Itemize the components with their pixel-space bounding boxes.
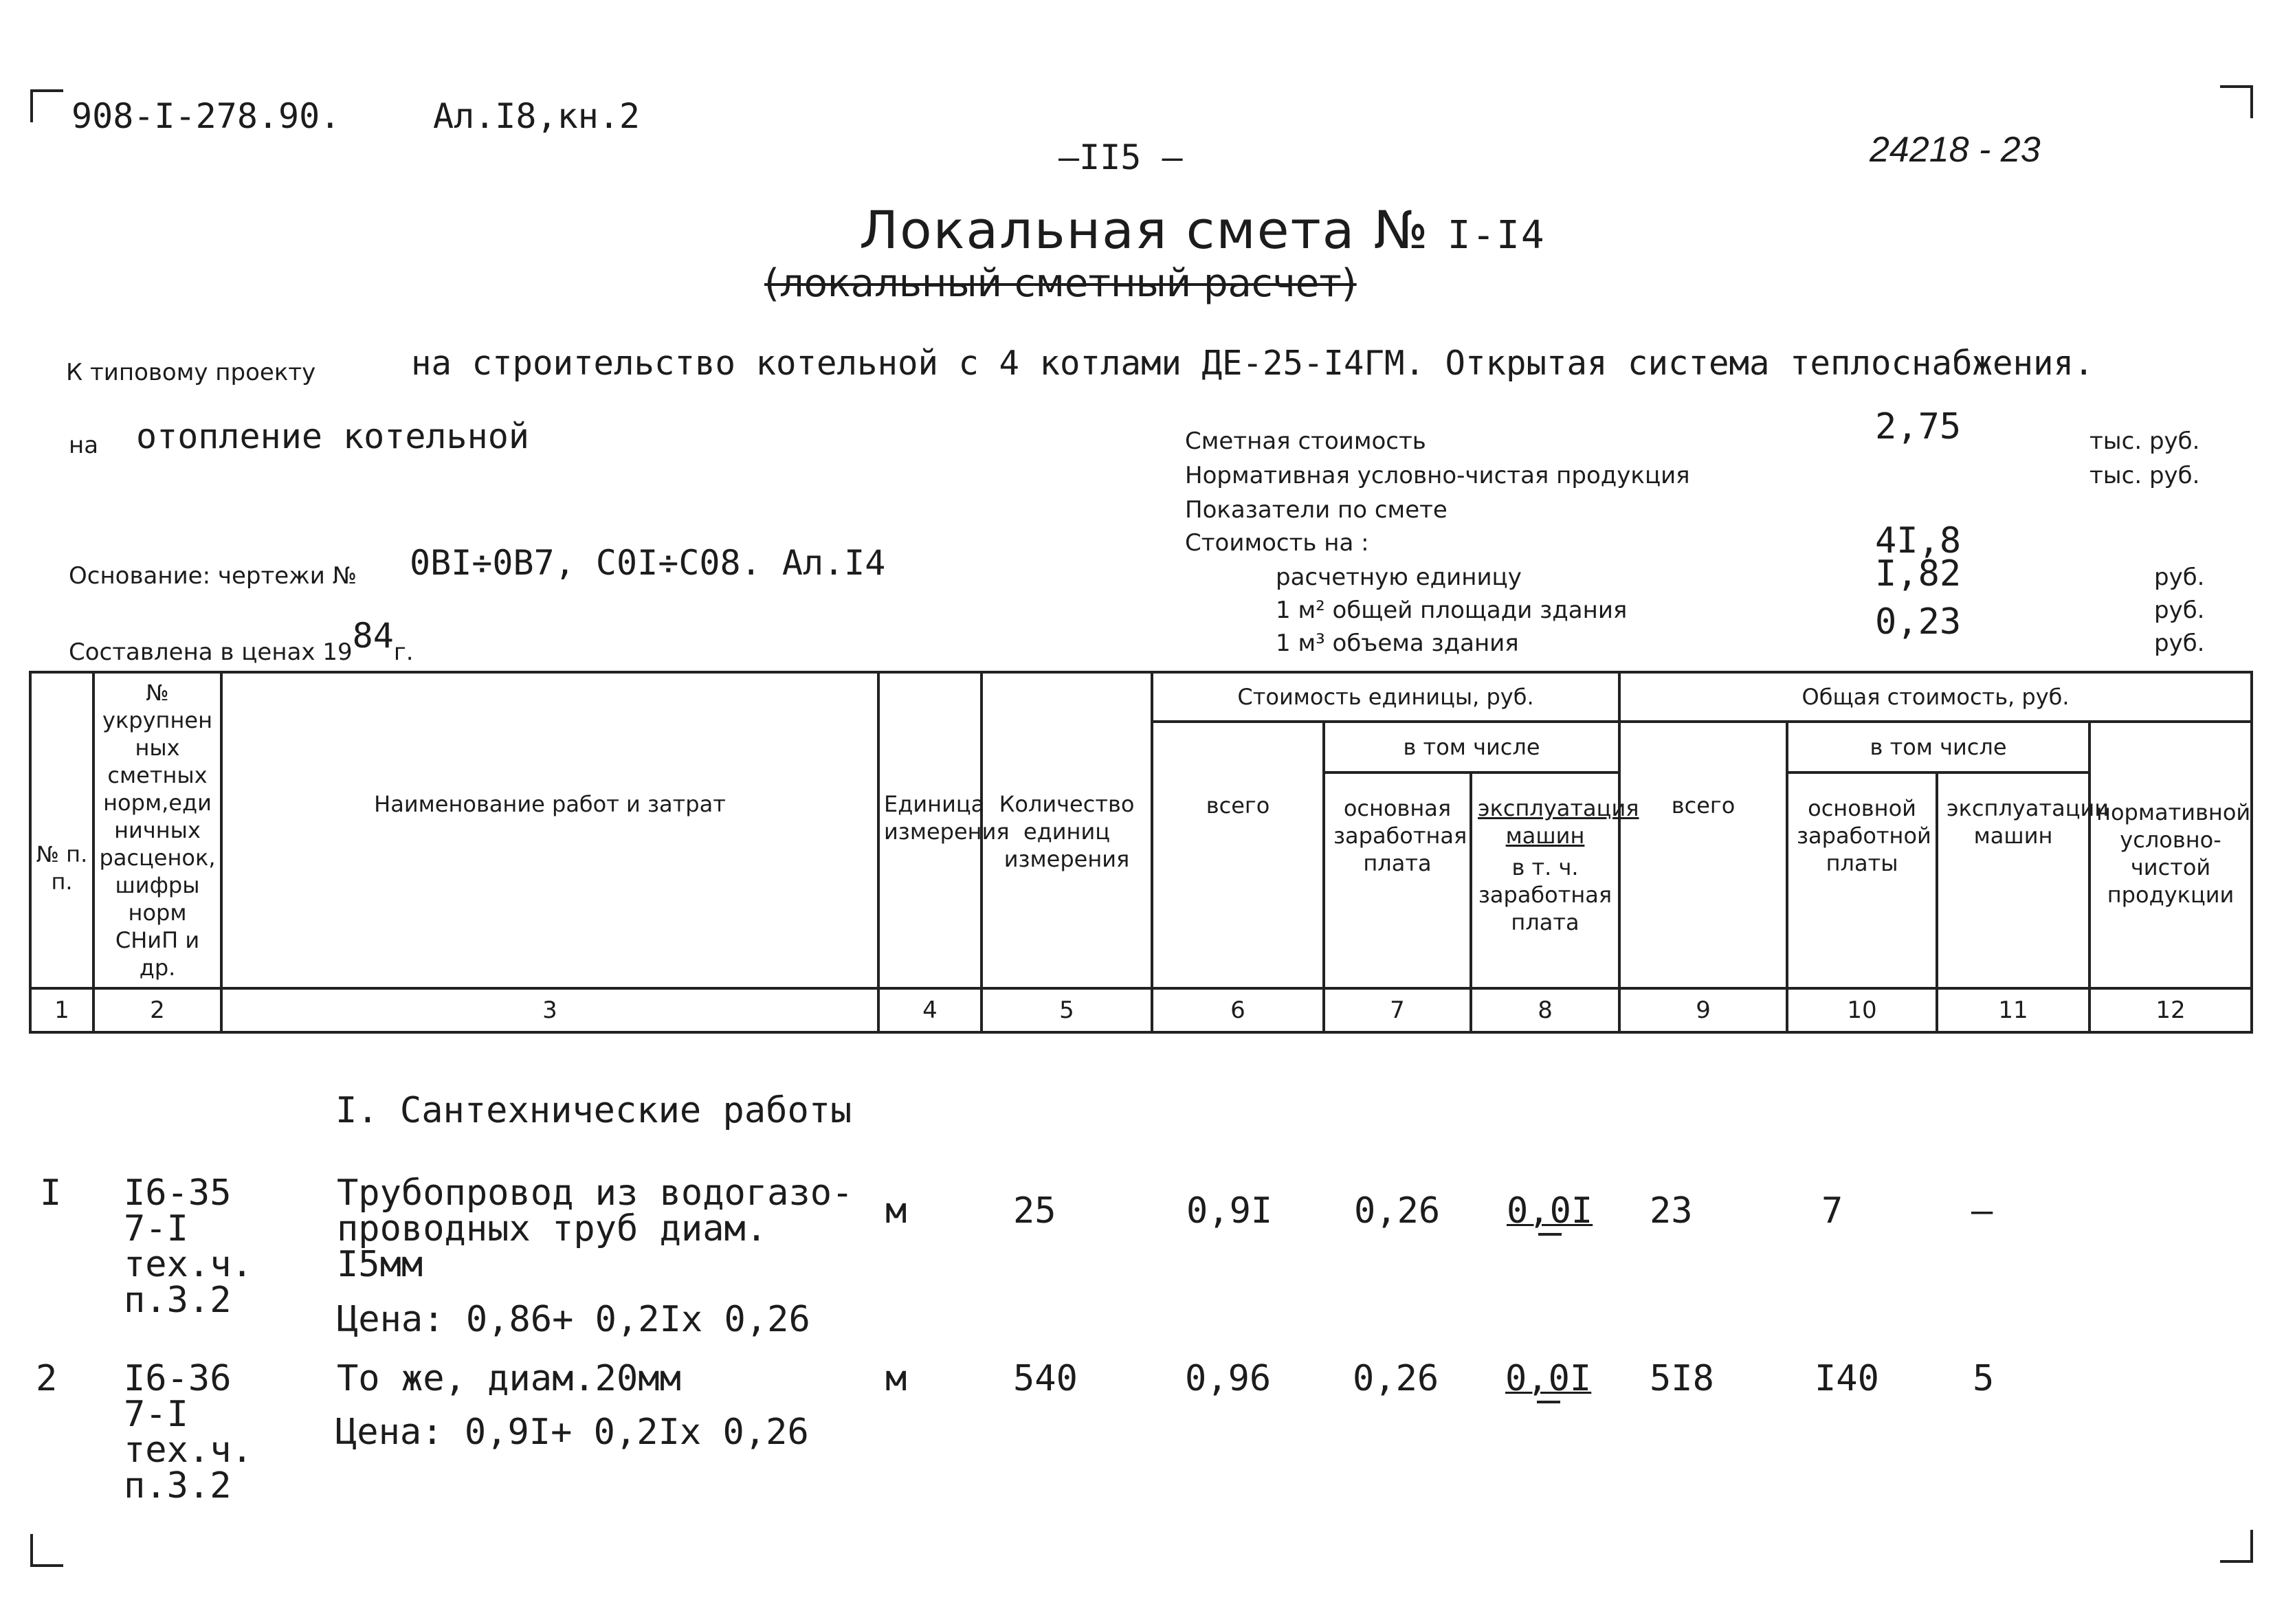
corner-mark-bottom-left xyxy=(30,1534,63,1567)
per-m3-value: 0,23 xyxy=(1875,601,1962,643)
basis-drawings: 0BI÷0B7, C0I÷C08. Ал.I4 xyxy=(410,543,886,583)
col-header-mach xyxy=(1471,772,1639,988)
per-unit-label: расчетную единицу xyxy=(1276,564,1522,591)
corner-mark-top-left xyxy=(30,89,63,122)
per-unit-value-a: 4I,8 xyxy=(1875,520,1962,561)
estimated-cost-unit: тыс. руб. xyxy=(2089,427,2200,455)
col-header-mach-main: эксплуатация машин xyxy=(1478,795,1639,849)
col-header-wage-2: основной заработной платы xyxy=(1787,772,1937,988)
col-number: 4 xyxy=(878,988,982,1032)
row-price-formula: Цена: 0,9I+ 0,2Iх 0,26 xyxy=(335,1412,809,1453)
cost-per-label: Стоимость на : xyxy=(1185,529,1369,557)
row-qty: 540 xyxy=(1013,1358,1078,1399)
col-header-incl: в том числе xyxy=(1324,722,1619,772)
per-m3-label: 1 м³ объема здания xyxy=(1276,630,1519,657)
row-name: То же, диам.20мм xyxy=(337,1358,681,1399)
col-number: 2 xyxy=(93,988,221,1032)
indicators-label: Показатели по смете xyxy=(1185,496,1448,524)
row-price-formula: Цена: 0,86+ 0,2Iх 0,26 xyxy=(337,1299,810,1340)
project-label: К типовому проекту xyxy=(66,359,316,386)
row-unit-total: 0,96 xyxy=(1185,1358,1272,1399)
col-header-mach-sub: в т. ч. заработная плата xyxy=(1478,854,1612,935)
row-total: 23 xyxy=(1650,1190,1693,1232)
col-header-qty: Количество единиц измерения xyxy=(982,672,1152,988)
col-header-unit-cost: Стоимость единицы, руб. xyxy=(1152,672,1619,722)
col-number: 8 xyxy=(1471,988,1619,1032)
col-number: 10 xyxy=(1787,988,1937,1032)
section-title: I. Сантехнические работы xyxy=(335,1090,852,1131)
page-title xyxy=(859,199,1546,260)
col-header-code: № укрупненных сметных норм,единичных расценок, шифры норм СНиП и др. xyxy=(93,672,221,988)
col-header-all-2: всего xyxy=(1619,722,1787,988)
row-number: I xyxy=(40,1172,62,1214)
row-unit: м xyxy=(885,1190,907,1232)
col-header-unit: Единица измерения xyxy=(878,672,982,988)
col-header-norm: нормативной условно-чистой продукции xyxy=(2089,722,2252,988)
corner-mark-top-right xyxy=(2220,85,2253,118)
document-code: 908-I-278.90. xyxy=(71,96,341,136)
per-m2-label: 1 м² общей площади здания xyxy=(1276,597,1628,624)
per-m3-unit: руб. xyxy=(2154,630,2205,657)
row-number: 2 xyxy=(36,1358,58,1399)
zero-dash xyxy=(1538,1233,1562,1236)
col-number: 5 xyxy=(982,988,1152,1032)
page-subtitle xyxy=(764,261,1357,306)
row-unit: м xyxy=(885,1358,907,1399)
col-header-incl-2: в том числе xyxy=(1787,722,2089,772)
row-total-wage: 7 xyxy=(1821,1190,1843,1232)
row-total: 5I8 xyxy=(1650,1358,1714,1399)
zero-dash xyxy=(1537,1401,1560,1403)
col-header-total-cost: Общая стоимость, руб. xyxy=(1619,672,2252,722)
object-label: на xyxy=(69,432,99,459)
row-name: Трубопровод из водогазо- проводных труб диам. I5мм xyxy=(337,1172,854,1285)
row-code: I6-36 7-I тех.ч. п.3.2 xyxy=(124,1358,253,1506)
row-code: I6-35 7-I тех.ч. п.3.2 xyxy=(124,1172,253,1321)
prices-suffix: г. xyxy=(393,638,414,666)
row-unit-wage: 0,26 xyxy=(1354,1190,1441,1232)
per-unit-value-b: I,82 xyxy=(1875,553,1962,594)
col-number: 3 xyxy=(221,988,878,1032)
col-header-mach-2: эксплуатации машин xyxy=(1937,772,2089,988)
subtitle-struck: (локальный сметный расчет) xyxy=(764,261,1357,306)
col-number: 7 xyxy=(1324,988,1471,1032)
col-header-all: всего xyxy=(1152,722,1324,988)
estimated-cost-value: 2,75 xyxy=(1875,406,1962,447)
estimate-table-header xyxy=(29,671,2253,1034)
archive-stamp: 24218 - 23 xyxy=(1870,130,2041,170)
row-unit-wage: 0,26 xyxy=(1353,1358,1439,1399)
row-unit-mach: 0,0I xyxy=(1505,1361,1591,1403)
row-unit-mach: 0,0I xyxy=(1507,1193,1593,1236)
corner-mark-bottom-right xyxy=(2220,1530,2253,1563)
estimate-number: I-I4 xyxy=(1447,213,1546,258)
col-number: 6 xyxy=(1152,988,1324,1032)
normative-unit: тыс. руб. xyxy=(2089,462,2200,489)
prices-line xyxy=(69,616,414,668)
page-number: —II5 — xyxy=(1058,137,1183,177)
prices-year: 84 xyxy=(352,616,394,656)
col-header-wage: основная заработная плата xyxy=(1324,772,1471,988)
row-qty: 25 xyxy=(1013,1190,1056,1232)
col-number: 9 xyxy=(1619,988,1787,1032)
row-unit-total: 0,9I xyxy=(1186,1190,1273,1232)
title-main: Локальная смета № xyxy=(859,199,1430,260)
estimated-cost-label: Сметная стоимость xyxy=(1185,427,1426,455)
col-header-no: № п. п. xyxy=(30,672,93,988)
col-number: 12 xyxy=(2089,988,2252,1032)
basis-label: Основание: чертежи № xyxy=(69,562,357,590)
object-name: отопление котельной xyxy=(136,416,529,456)
col-number: 11 xyxy=(1937,988,2089,1032)
album-reference: Ал.I8,кн.2 xyxy=(433,96,641,136)
row-total-wage: I40 xyxy=(1815,1358,1879,1399)
col-number: 1 xyxy=(30,988,93,1032)
row-total-mach: – xyxy=(1971,1190,1993,1232)
per-m2-unit: руб. xyxy=(2154,597,2205,624)
col-header-name: Наименование работ и затрат xyxy=(221,672,878,988)
prices-label: Составлена в ценах 19 xyxy=(69,638,353,666)
normative-label: Нормативная условно-чистая продукция xyxy=(1185,462,1690,489)
per-unit-unit: руб. xyxy=(2154,564,2205,591)
project-name: на строительство котельной с 4 котлами ДЕ-25-I4ГМ. Открытая система теплоснабжения. xyxy=(411,344,2094,383)
row-total-mach: 5 xyxy=(1973,1358,1995,1399)
